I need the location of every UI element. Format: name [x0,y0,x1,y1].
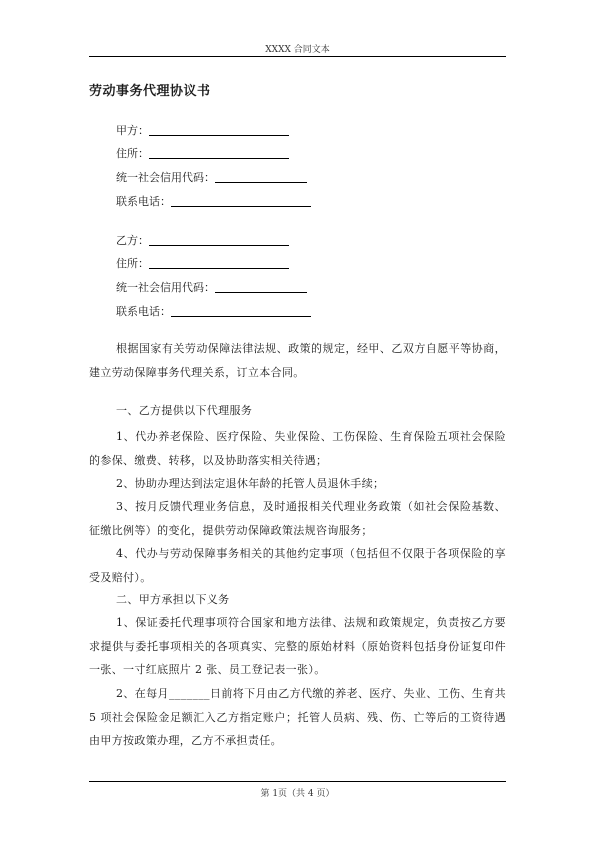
party-b-address-label: 住所： [116,257,149,270]
party-a-name-label: 甲方： [116,124,149,137]
footer-divider [89,781,506,782]
party-b-phone-line [116,305,311,319]
section-1-heading: 一、乙方提供以下代理服务 [116,404,253,417]
document-title: 劳动事务代理协议书 [89,84,211,99]
party-a-credit-code-label: 统一社会信用代码： [116,171,215,184]
section-1-item-1: 1、代办养老保险、医疗保险、失业保险、工伤保险、生育保险五项社会保险的参保、缴费、转移，以及协助落实相关待遇； [89,430,506,467]
party-a-address-field[interactable] [149,147,289,159]
section-1-item-3: 3、按月反馈代理业务信息，及时通报相关代理业务政策（如社会保险基数、征缴比例等）的变化，提供劳动保障政策法规咨询服务； [89,500,506,537]
party-a-phone-line [116,195,311,209]
section-1-item-4: 4、代办与劳动保障事务相关的其他约定事项（包括但不仅限于各项保险的享受及赔付）。 [89,547,506,584]
section-2-item-2: 2、在每月_______日前将下月由乙方代缴的养老、医疗、失业、工伤、生育共 5 项社会保险金足额汇入乙方指定账户；托管人员病、残、伤、亡等后的工资待遇由甲方按政策办理，乙方不承担责任。 [89,687,506,747]
party-b-name-label: 乙方： [116,234,149,247]
section-2-heading: 二、甲方承担以下义务 [116,593,230,606]
header-divider [89,56,506,57]
intro-paragraph: 根据国家有关劳动保障法律法规、政策的规定，经甲、乙双方自愿平等协商，建立劳动保障事务代理关系，订立本合同。 [89,342,506,379]
party-b-phone-field[interactable] [171,305,311,317]
party-b-name-field[interactable] [149,234,289,246]
page-number: 第 1页（共 4 页） [260,789,335,799]
party-b-phone-label: 联系电话： [116,305,171,318]
party-a-address-label: 住所： [116,147,149,160]
party-a-address-line [116,147,289,161]
party-a-phone-label: 联系电话： [116,195,171,208]
party-b-name-line [116,234,289,248]
party-a-credit-code-field[interactable] [215,171,307,183]
party-a-name-field[interactable] [149,124,289,136]
page-header: XXXX 合同文本 [265,45,330,55]
party-b-credit-code-label: 统一社会信用代码： [116,281,215,294]
party-a-name-line [116,124,289,138]
party-b-credit-code-field[interactable] [215,281,307,293]
party-b-credit-code-line [116,281,307,295]
party-a-phone-field[interactable] [171,195,311,207]
section-1-item-2: 2、协助办理达到法定退休年龄的托管人员退休手续； [116,477,385,490]
party-a-credit-code-line [116,171,307,185]
party-b-address-line [116,257,289,271]
party-b-address-field[interactable] [149,257,289,269]
section-2-item-1: 1、保证委托代理事项符合国家和地方法律、法规和政策规定，负责按乙方要求提供与委托事项相关的各项真实、完整的原始材料（原始资料包括身份证复印件一张、一寸红底照片 2 张、员工登记表一张）。 [89,616,506,676]
